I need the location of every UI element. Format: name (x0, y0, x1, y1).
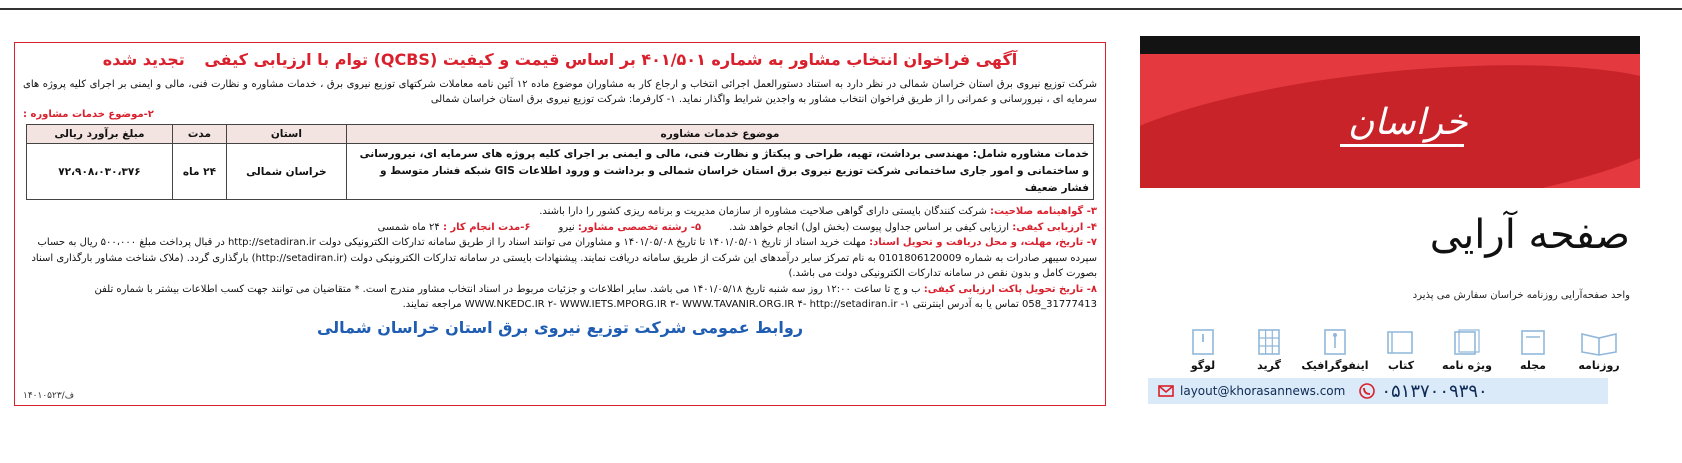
clause-6-text: ۲۴ ماه شمسی (377, 221, 440, 233)
service-label: کتاب (1387, 359, 1415, 372)
contact-bar (1148, 378, 1608, 404)
clause-8-heading: ۸- تاریخ تحویل پاکت ارزیابی کیفی: (923, 283, 1097, 295)
ad-footer: روابط عمومی شرکت توزیع نیروی برق استان خراسان شمالی (316, 317, 804, 337)
cell-province: خراسان شمالی (226, 144, 346, 200)
header-duration: مدت (172, 125, 226, 144)
subject-label: ۲-موضوع خدمات مشاوره : (23, 109, 154, 120)
service-label: روزنامه (1578, 359, 1620, 372)
clause-4-text: ارزیابی کیفی بر اساس جداول پیوست (بخش اول) انجام خواهد شد. (729, 221, 1010, 233)
service-label: ویژه نامه (1442, 359, 1492, 372)
service-newspaper (1576, 328, 1622, 372)
top-rule (0, 8, 1682, 10)
service-label: لوگو (1190, 359, 1216, 372)
magazine-icon (1514, 328, 1552, 356)
header-amount: مبلغ برآورد ریالی (27, 125, 173, 144)
ad-clauses (23, 204, 1097, 313)
ad-intro-text: شرکت توزیع نیروی برق استان خراسان شمالی در نظر دارد به استناد دستورالعمل اجرائی انتخاب و ارجاع کار به مشاوران موضوع ماده ۱۲ آئین نامه معاملات شرکتهای توزیع نیروی برق ، خدمات مشاوره و نظارت فنی، مالی و ایمنی بر اجرای کلیه پروژه های سرمایه ای ، نیرورسانی و عمرانی را از طریق فراخوان انتخاب مشاور به واجدین شرایط واگذار نماید. ۱- کارفرما: شرکت توزیع نیروی برق استان خراسان شمالی (23, 79, 1098, 105)
clause-6-heading: ۶-مدت انجام کار : (442, 221, 531, 233)
clause-4-heading: ۴- ارزیابی کیفی: (1012, 221, 1097, 233)
phone-icon (1359, 383, 1375, 399)
cell-description: خدمات مشاوره شامل: مهندسی برداشت، تهیه، طراحی و پیکتاژ و نظارت فنی، مالی و ایمنی بر اجرای کلیه پروژه های سرمایه ای، نیرورسانی و ساختمانی و امور جاری ساختمانی شرکت توزیع نیروی برق استان خراسان شمالی و برداشت و ورود اطلاعات GIS شبکه فشار متوسط و فشار ضعیف (346, 144, 1093, 200)
services-table (26, 124, 1094, 200)
promo-heading: صفحه آرایی (1429, 212, 1630, 258)
service-infographic (1301, 328, 1369, 372)
clause-5-heading: ۵- رشته تخصصی مشاور: (577, 221, 702, 233)
clause-3-heading: ۳- گواهینامه صلاحیت: (990, 206, 1097, 217)
phone-text: ۰۵۱۳۷۰۰۹۳۹۰ (1381, 380, 1488, 402)
book-icon (1382, 328, 1420, 356)
ad-title-text: آگهی فراخوان انتخاب مشاور به شماره ۴۰۱/۵۰۱ بر اساس قیمت و کیفیت (QCBS) توام با ارزیابی کیفی (204, 50, 1018, 69)
ad-renewed-label: تجدید شده (102, 50, 185, 69)
cell-amount: ۷۲،۹۰۸،۰۳۰،۳۷۶ (27, 144, 173, 200)
clause-7-text: مهلت خرید اسناد از تاریخ ۱۴۰۱/۰۵/۰۱ تا تاریخ ۱۴۰۱/۰۵/۰۸ و مشاوران می توانند اسناد را از طریق سامانه تدارکات الکترونیکی دولت http://setadiran.ir در قبال پرداخت مبلغ ۵۰۰،۰۰۰ ریال به حساب سپرده سیبهر صادرات به شماره 0101806120009 به نام تمرکز سایر درآمدهای این شرکت از طریق سامانه دریافت نمایند. پیشنهادات بایستی در سامانه تدارکات الکترونیکی دولت (http://setadiran.ir) بارگذاری گردد. (ملاک شناخت مشاور بارگذاری اسناد بصورت کامل و بدون نقص در سامانه تدارکات الکترونیکی دولت می باشد.) (31, 237, 1097, 279)
khorasan-logo: خراسان (1348, 102, 1468, 143)
promo-subheading: واحد صفحه‌آرایی روزنامه خراسان سفارش می پذیرد (1412, 290, 1630, 301)
contact-phone[interactable] (1359, 381, 1487, 402)
header-subject: موضوع خدمات مشاوره (346, 125, 1093, 144)
promo-banner (1140, 36, 1640, 188)
ad-title (23, 49, 1097, 71)
service-book (1378, 328, 1424, 372)
tender-advertisement (14, 42, 1106, 406)
clause-8 (23, 282, 1097, 313)
clause-4-6 (23, 220, 1097, 236)
logo-underline (1340, 144, 1464, 147)
service-label: مجله (1520, 359, 1546, 372)
service-icons (1180, 328, 1622, 372)
clause-3-text: شرکت کنندگان بایستی دارای گواهی صلاحیت مشاوره از سازمان مدیریت و برنامه ریزی کشور را دارا باشند. (539, 206, 987, 217)
table-header-row (27, 125, 1094, 144)
service-label: اینفوگرافیک (1301, 359, 1369, 372)
clause-7-heading: ۷- تاریخ، مهلت، و محل دریافت و تحویل اسناد: (869, 237, 1097, 248)
clause-3 (23, 204, 1097, 220)
ad-intro (23, 77, 1097, 122)
ad-code: ۱۴۰۱۰۵۲۳/ف (23, 391, 75, 401)
service-magazine (1510, 328, 1556, 372)
special-issue-icon (1448, 328, 1486, 356)
clause-5-text: نیرو (558, 221, 575, 233)
layout-service-promo (1140, 36, 1640, 406)
email-text: layout@khorasannews.com (1180, 384, 1346, 398)
clause-8-text: ب و ج تا ساعت ۱۲:۰۰ روز سه شنبه تاریخ ۱۴۰۱/۰۵/۱۸ می باشد. سایر اطلاعات و جزئیات مربوط در اسناد انتخاب مشاور مندرج است. * متقاضیان می توانند جهت کسب اطلاعات بیشتر با شماره تلفن 31777413_058 تماس یا به آدرس اینترنتی ۱- WWW.NKEDC.IR ۲- WWW.IETS.MPORG.IR ۳- WWW.TAVANIR.ORG.IR ۴- http://setadiran.ir مراجعه نمایند. (94, 283, 1097, 310)
service-grid (1246, 328, 1292, 372)
service-label: گرید (1257, 359, 1281, 372)
banner-dark-strip (1140, 36, 1640, 54)
logo-design-icon (1184, 328, 1222, 356)
newspaper-icon (1580, 328, 1618, 356)
service-special-issue (1444, 328, 1490, 372)
cell-duration: ۲۴ ماه (172, 144, 226, 200)
table-row (27, 144, 1094, 200)
grid-icon (1250, 328, 1288, 356)
header-province: استان (226, 125, 346, 144)
mail-icon (1158, 385, 1174, 397)
clause-7 (23, 235, 1097, 282)
infographic-icon (1316, 328, 1354, 356)
service-logo (1180, 328, 1226, 372)
contact-email[interactable] (1158, 384, 1345, 398)
